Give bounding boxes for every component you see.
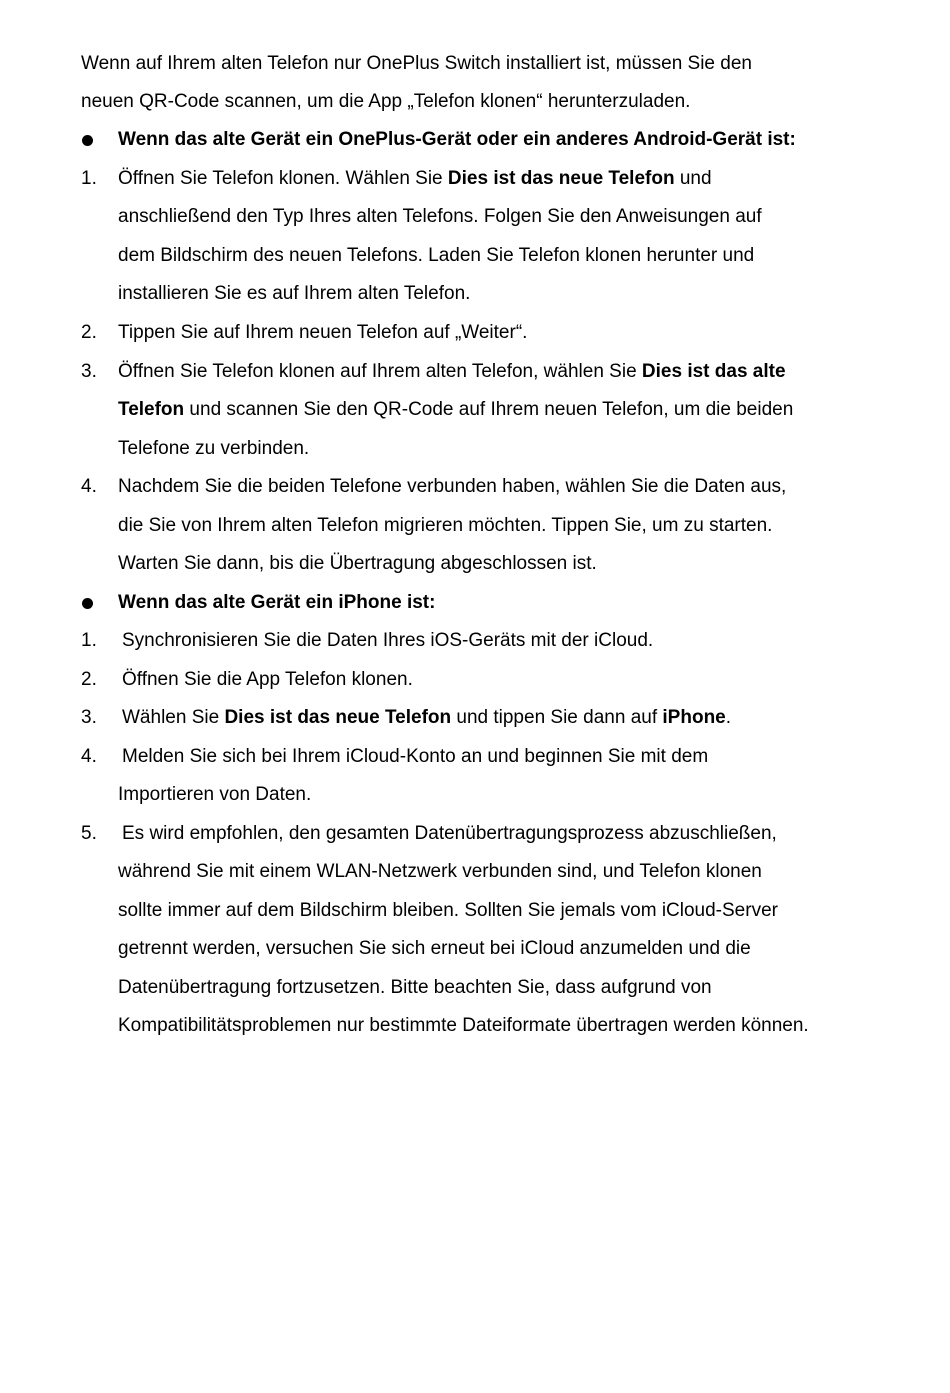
iphone-step-5-line-6: Kompatibilitätsproblemen nur bestimmte Dateiformate übertragen werden können. [118, 1015, 809, 1036]
android-step-4-line-1: Nachdem Sie die beiden Telefone verbunden haben, wählen Sie die Daten aus, [118, 476, 787, 497]
iphone-step-5-line-5: Datenübertragung fortzusetzen. Bitte beachten Sie, dass aufgrund von [118, 977, 712, 998]
android-step-3-line-1: Öffnen Sie Telefon klonen auf Ihrem alten Telefon, wählen Sie Dies ist das alte [118, 361, 786, 382]
step-number: 5. [81, 823, 97, 844]
android-step-3-line-2: Telefon und scannen Sie den QR-Code auf Ihrem neuen Telefon, um die beiden [118, 399, 794, 420]
iphone-step-4-line-1: Melden Sie sich bei Ihrem iCloud-Konto an und beginnen Sie mit dem [122, 746, 709, 767]
step-number: 4. [81, 476, 97, 497]
android-step-4-line-3: Warten Sie dann, bis die Übertragung abgeschlossen ist. [118, 553, 597, 574]
android-step-1-line-1: Öffnen Sie Telefon klonen. Wählen Sie Dies ist das neue Telefon und [118, 168, 712, 189]
bullet-icon [82, 135, 93, 146]
iphone-step-5-line-2: während Sie mit einem WLAN-Netzwerk verbunden sind, und Telefon klonen [118, 861, 762, 882]
android-step-4-line-2: die Sie von Ihrem alten Telefon migrieren möchten. Tippen Sie, um zu starten. [118, 515, 773, 536]
iphone-step-4-line-2: Importieren von Daten. [118, 784, 312, 805]
iphone-step-1-line-1: Synchronisieren Sie die Daten Ihres iOS-Geräts mit der iCloud. [122, 630, 654, 651]
step-number: 3. [81, 361, 97, 382]
iphone-heading: Wenn das alte Gerät ein iPhone ist: [118, 592, 436, 613]
android-step-1-line-2: anschließend den Typ Ihres alten Telefons. Folgen Sie den Anweisungen auf [118, 206, 762, 227]
android-step-3-line-3: Telefone zu verbinden. [118, 438, 310, 459]
android-heading: Wenn das alte Gerät ein OnePlus-Gerät oder ein anderes Android-Gerät ist: [118, 129, 796, 150]
iphone-step-5-line-4: getrennt werden, versuchen Sie sich erneut bei iCloud anzumelden und die [118, 938, 751, 959]
iphone-step-2-line-1: Öffnen Sie die App Telefon klonen. [122, 669, 413, 690]
step-number: 2. [81, 322, 97, 343]
step-number: 3. [81, 707, 97, 728]
bullet-icon [82, 598, 93, 609]
intro-line-2: neuen QR-Code scannen, um die App „Telefon klonen“ herunterzuladen. [81, 91, 691, 112]
iphone-step-5-line-3: sollte immer auf dem Bildschirm bleiben. Sollten Sie jemals vom iCloud-Server [118, 900, 778, 921]
iphone-step-5-line-1: Es wird empfohlen, den gesamten Datenübertragungsprozess abzuschließen, [122, 823, 777, 844]
intro-line-1: Wenn auf Ihrem alten Telefon nur OnePlus Switch installiert ist, müssen Sie den [81, 53, 752, 74]
android-step-2-line-1: Tippen Sie auf Ihrem neuen Telefon auf „Weiter“. [118, 322, 528, 343]
step-number: 1. [81, 630, 97, 651]
step-number: 4. [81, 746, 97, 767]
iphone-step-3-line-1: Wählen Sie Dies ist das neue Telefon und tippen Sie dann auf iPhone. [122, 707, 732, 728]
step-number: 1. [81, 168, 97, 189]
android-step-1-line-4: installieren Sie es auf Ihrem alten Telefon. [118, 283, 471, 304]
step-number: 2. [81, 669, 97, 690]
android-step-1-line-3: dem Bildschirm des neuen Telefons. Laden Sie Telefon klonen herunter und [118, 245, 755, 266]
